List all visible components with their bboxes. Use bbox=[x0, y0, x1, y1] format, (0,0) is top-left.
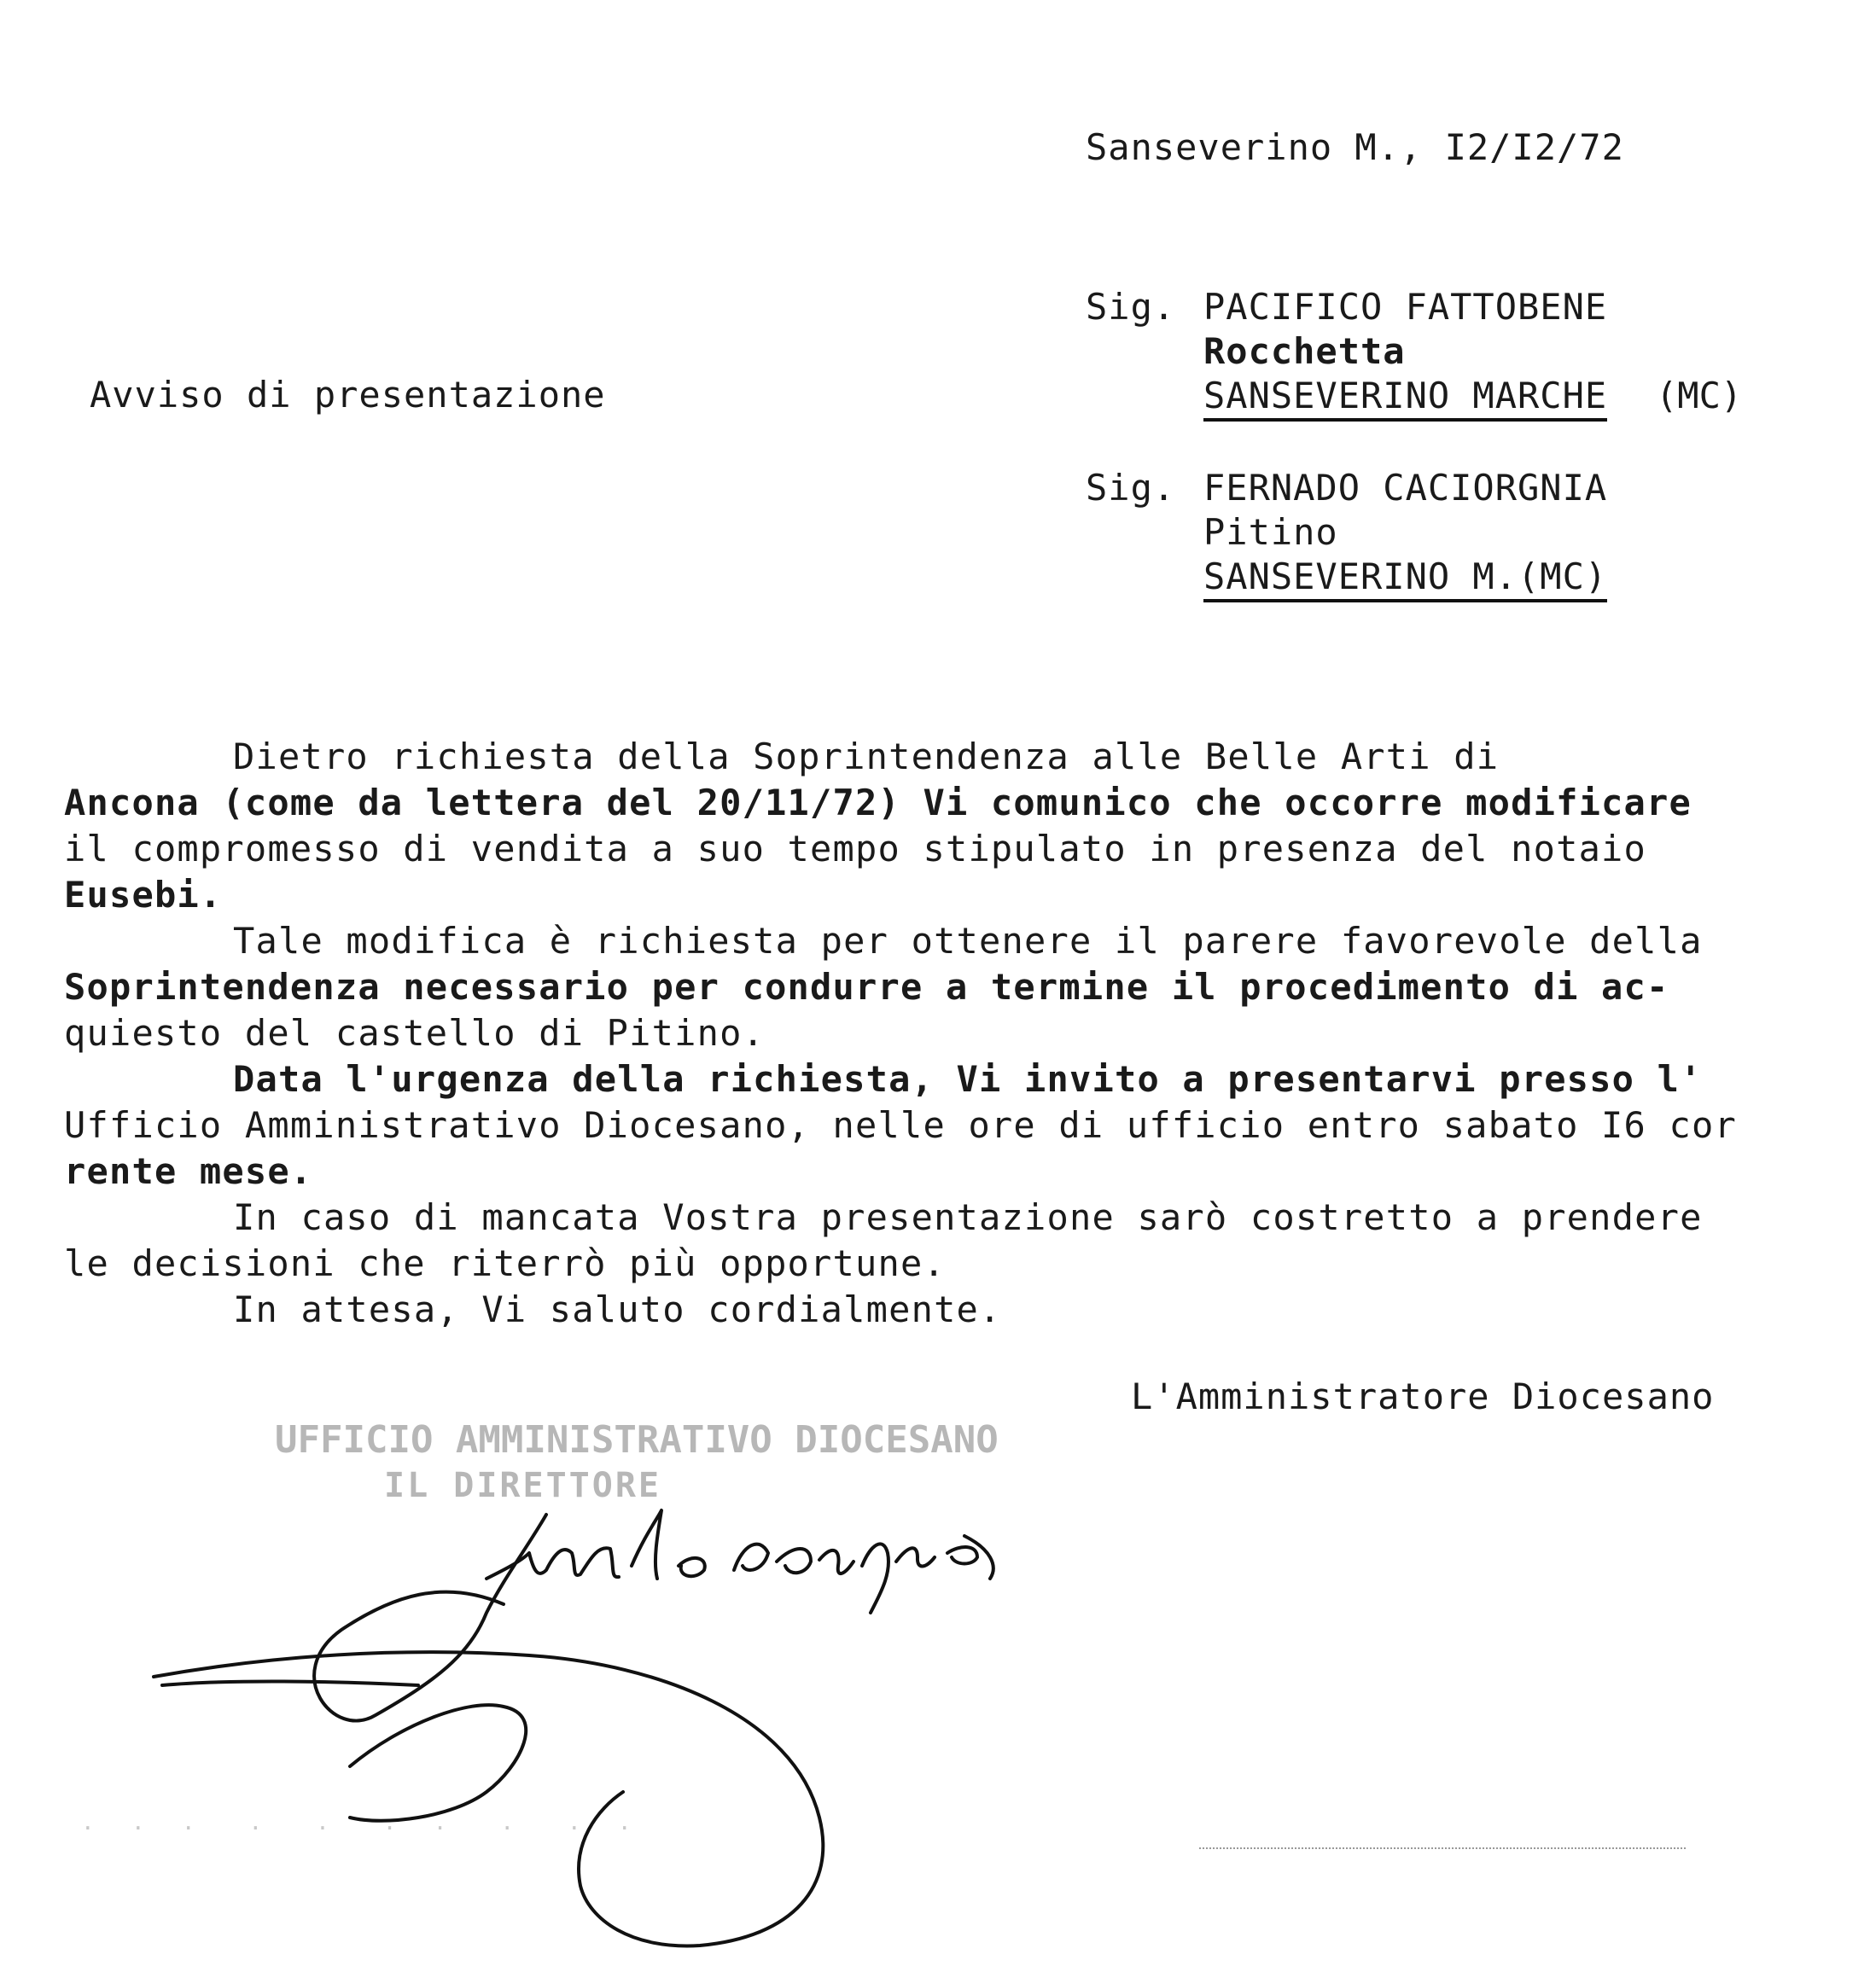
body-line: le decisioni che riterrò più opportune. bbox=[64, 1242, 946, 1284]
faded-text: · · · · · · · · · · bbox=[81, 1816, 635, 1841]
recipient-name: FERNADO CACIORGNIA bbox=[1203, 467, 1608, 509]
recipient-town: SANSEVERINO M.(MC) bbox=[1203, 555, 1607, 602]
faded-rule bbox=[1199, 1847, 1686, 1849]
body-line: Dietro richiesta della Soprintendenza alle Belle Arti di bbox=[233, 736, 1500, 777]
recipient-name: PACIFICO FATTOBENE bbox=[1203, 286, 1608, 328]
letter-date: Sanseverino M., I2/I2/72 bbox=[1086, 126, 1624, 168]
body-line: In caso di mancata Vostra presentazione sarò costretto a prendere bbox=[233, 1196, 1703, 1238]
recipient-locality: Pitino bbox=[1203, 511, 1338, 553]
body-line: Data l'urgenza della richiesta, Vi invito a presentarvi presso l' bbox=[233, 1058, 1703, 1100]
body-line: rente mese. bbox=[64, 1150, 313, 1192]
letter-subject: Avviso di presentazione bbox=[90, 374, 606, 416]
stamp-line: IL DIRETTORE bbox=[384, 1466, 661, 1505]
recipient-province: (MC) bbox=[1656, 375, 1743, 416]
recipient-locality: Rocchetta bbox=[1203, 330, 1406, 372]
body-line: il compromesso di vendita a suo tempo stipulato in presenza del notaio bbox=[64, 828, 1647, 870]
body-line: quiesto del castello di Pitino. bbox=[64, 1012, 766, 1054]
closing-title: L'Amministratore Diocesano bbox=[1131, 1376, 1715, 1417]
body-line: In attesa, Vi saluto cordialmente. bbox=[233, 1288, 1002, 1330]
recipient-town: SANSEVERINO MARCHE bbox=[1203, 375, 1607, 422]
body-line: Soprintendenza necessario per condurre a termine il procedimento di ac- bbox=[64, 966, 1669, 1008]
body-line: Tale modifica è richiesta per ottenere il parere favorevole della bbox=[233, 920, 1703, 962]
body-line: Ufficio Amministrativo Diocesano, nelle ore di ufficio entro sabato I6 cor bbox=[64, 1104, 1737, 1146]
recipient-title: Sig. bbox=[1086, 286, 1176, 328]
body-line: Ancona (come da lettera del 20/11/72) Vi comunico che occorre modificare bbox=[64, 782, 1692, 823]
stamp-line: UFFICIO AMMINISTRATIVO DIOCESANO bbox=[275, 1418, 999, 1462]
recipient-title: Sig. bbox=[1086, 467, 1176, 509]
handwritten-signature bbox=[145, 1485, 1169, 1966]
body-line: Eusebi. bbox=[64, 874, 223, 916]
